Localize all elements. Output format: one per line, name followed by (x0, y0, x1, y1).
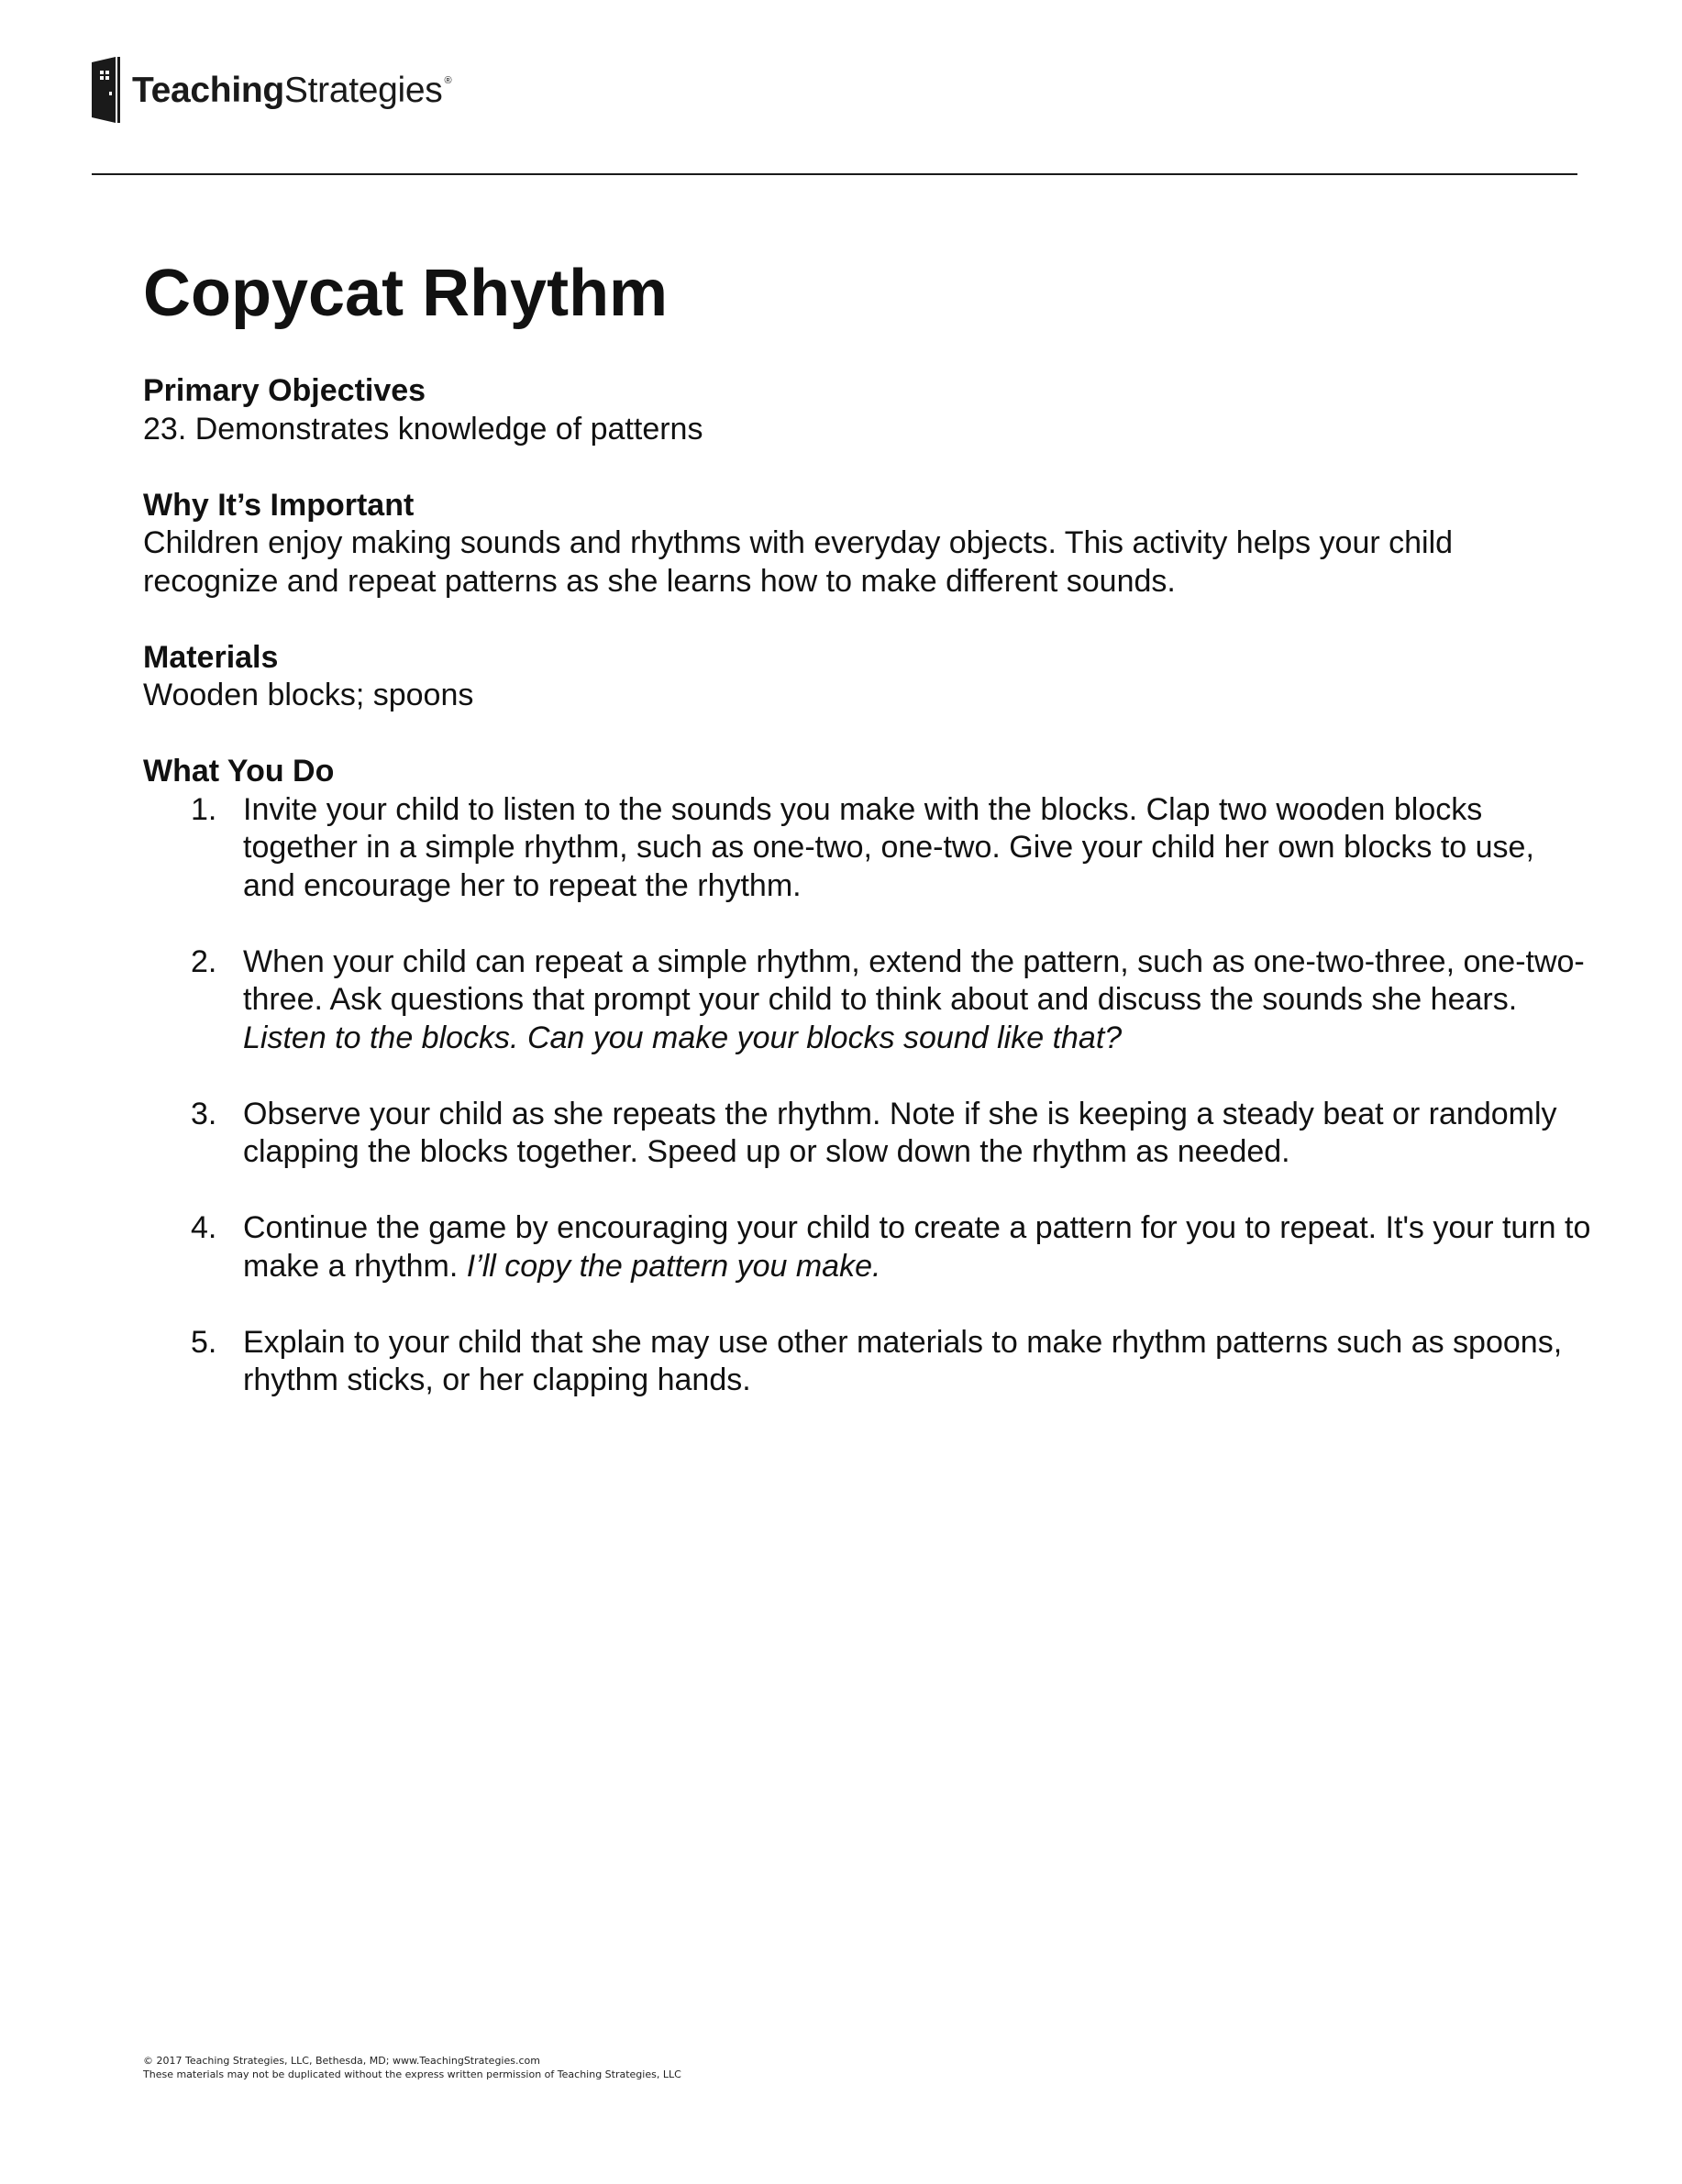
section-why-important (143, 487, 1592, 601)
section-primary-objectives (143, 372, 1592, 448)
steps-list (143, 791, 1592, 1400)
page-title: Copycat Rhythm (143, 257, 669, 330)
header-divider (92, 173, 1577, 175)
list-item (143, 943, 1592, 1058)
step-number: 3. (191, 1096, 217, 1131)
section-text: Wooden blocks; spoons (143, 678, 474, 712)
list-item (143, 1209, 1592, 1285)
step-italic-text: Listen to the blocks. Can you make your blocks sound like that? (243, 1020, 1123, 1055)
section-heading: Primary Objectives (143, 373, 426, 408)
step-text: Continue the game by encouraging your child to create a pattern for you to repeat. It's your turn to make a rhythm. (243, 1210, 1591, 1284)
step-text: When your child can repeat a simple rhythm, extend the pattern, such as one-two-three, one-two-three. Ask questions that prompt your child to think about and discuss the sounds she hears. (243, 943, 1585, 1017)
step-number: 2. (191, 943, 217, 979)
step-text: Invite your child to listen to the sounds you make with the blocks. Clap two wooden blocks together in a simple rhythm, such as one-two, one-two. Give your child her own blocks to use, and encourage her to repeat the rhythm. (243, 791, 1534, 903)
step-italic-text: I’ll copy the pattern you make. (466, 1248, 881, 1284)
logo-text-regular: Strategies (283, 70, 443, 110)
document-body (143, 246, 1592, 1438)
footer-line: © 2017 Teaching Strategies, LLC, Bethesda, MD; www.TeachingStrategies.com (143, 2055, 540, 2067)
step-text: Explain to your child that she may use other materials to make rhythm patterns such as spoons, rhythm sticks, or her clapping hands. (243, 1324, 1563, 1397)
list-item (143, 1096, 1592, 1172)
step-text: Observe your child as she repeats the rhythm. Note if she is keeping a steady beat or randomly clapping the blocks together. Speed up or slow down the rhythm as needed. (243, 1096, 1557, 1169)
list-item (143, 791, 1592, 906)
section-text: 23. Demonstrates knowledge of patterns (143, 411, 703, 447)
door-icon (92, 57, 121, 123)
section-heading: Why It’s Important (143, 487, 415, 523)
footer-line: These materials may not be duplicated without the express written permission of Teaching Strategies, LLC (143, 2068, 681, 2080)
step-number: 4. (191, 1210, 217, 1245)
step-number: 5. (191, 1324, 217, 1360)
section-heading: Materials (143, 639, 279, 675)
section-what-you-do (143, 753, 1592, 1400)
section-text: Children enjoy making sounds and rhythms with everyday objects. This activity helps your child recognize and repeat patterns as she learns how to make different sounds. (143, 525, 1454, 599)
section-materials (143, 639, 1592, 715)
section-heading: What You Do (143, 754, 335, 789)
step-number: 1. (191, 791, 217, 827)
brand-logo (92, 57, 451, 123)
logo-text-bold: Teaching (132, 70, 284, 110)
logo-wordmark (132, 72, 451, 108)
footer-copyright (143, 2054, 681, 2081)
registered-mark: ® (444, 74, 452, 86)
list-item (143, 1324, 1592, 1400)
